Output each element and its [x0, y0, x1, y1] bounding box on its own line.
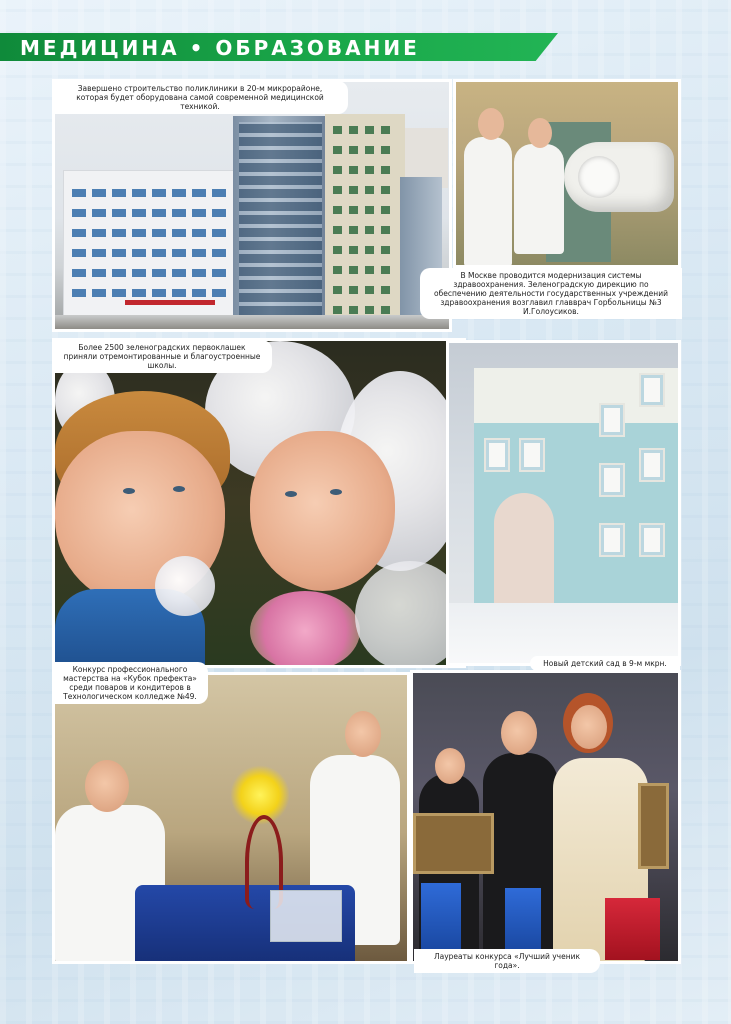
medical-scanner	[564, 142, 674, 212]
photo-kindergarten	[446, 340, 681, 666]
section-title: МЕДИЦИНА • ОБРАЗОВАНИЕ	[20, 36, 420, 60]
photo-laureates	[410, 670, 681, 964]
photo-schoolgirls	[52, 338, 466, 668]
caption-schools: Более 2500 зеленоградских первоклашек приняли отремонтированные и благоустроенные школы.	[52, 340, 272, 373]
caption-kindergarten: Новый детский сад в 9-м мкрн.	[530, 656, 680, 671]
caption-healthcare: В Москве проводится модернизация системы здравоохранения. Зеленоградскую дирекцию по обеспечению деятельности государственных учреждений здравоохранения возглавил главврач Горбольницы №3 И.Голоусиков.	[420, 268, 682, 319]
caption-laureates: Лауреаты конкурса «Лучший ученик года».	[414, 949, 600, 973]
photo-polyclinic	[52, 79, 452, 332]
caption-contest: Конкурс профессионального мастерства на «Кубок префекта» среди поваров и кондитеров в Технологическом колледже №49.	[52, 662, 208, 704]
photo-culinary-contest	[52, 672, 410, 964]
diploma	[413, 813, 494, 874]
caption-polyclinic: Завершено строительство поликлиники в 20-м микрорайоне, которая будет оборудована самой современной медицинской техникой.	[52, 81, 348, 114]
photo-doctors	[453, 79, 681, 268]
